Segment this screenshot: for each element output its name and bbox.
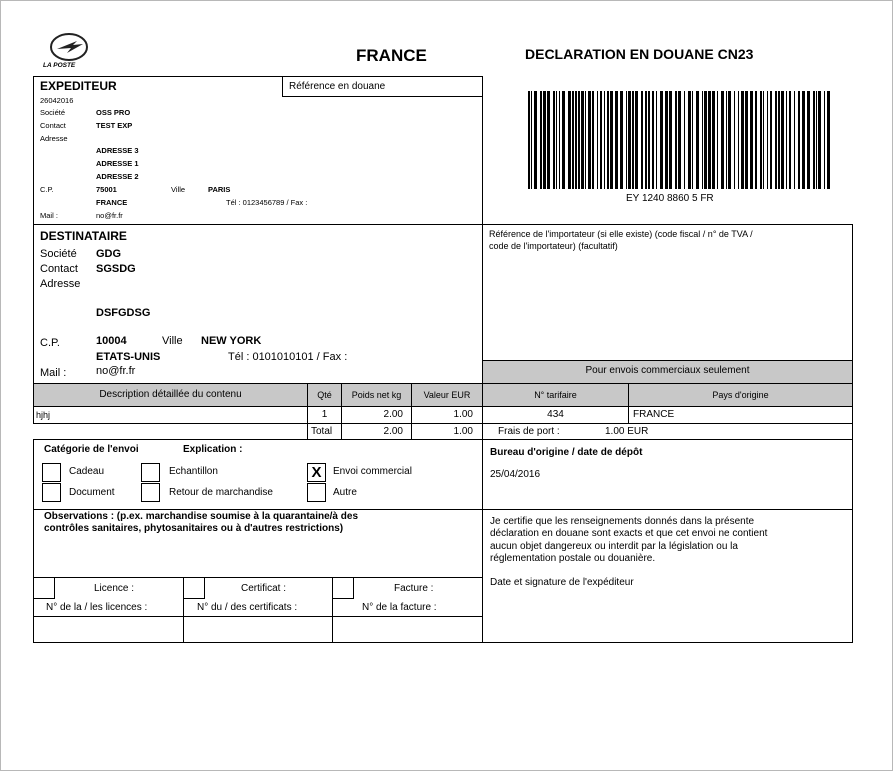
envoi-commercial-label: Envoi commercial [333, 466, 412, 477]
destinataire-societe-label: Société [40, 248, 77, 260]
row-tariff: 434 [547, 409, 564, 420]
retour-label: Retour de marchandise [169, 487, 273, 498]
row-origin: FRANCE [633, 409, 675, 420]
category-explanation: Explication : [183, 444, 243, 455]
facture-checkbox[interactable] [332, 577, 354, 599]
importateur-text-line1: Référence de l'importateur (si elle existe) (code fiscal / n° de TVA / [489, 229, 753, 239]
expediteur-societe-label: Société [40, 108, 66, 117]
expediteur-ville-label: Ville [171, 185, 186, 194]
echantillon-label: Echantillon [169, 466, 218, 477]
certificat-label: Certificat : [241, 583, 287, 594]
expediteur-adresse1: ADRESSE 1 [96, 159, 139, 168]
barcode-bar [592, 91, 594, 189]
barcode-bar [562, 91, 565, 189]
barcode-bar [786, 91, 787, 189]
destinataire-cp-label: C.P. [40, 337, 60, 349]
row-qty: 1 [321, 409, 328, 420]
barcode-bar [652, 91, 654, 189]
expediteur-title: EXPEDITEUR [40, 79, 117, 93]
barcode-bar [755, 91, 757, 189]
bureau-title: Bureau d'origine / date de dépôt [490, 447, 643, 458]
barcode-bar [620, 91, 623, 189]
barcode-bar [597, 91, 598, 189]
retour-checkbox[interactable] [141, 483, 160, 502]
barcode-bar [728, 91, 731, 189]
col-tariff: N° tarifaire [534, 390, 577, 400]
destinataire-cp: 10004 [96, 335, 127, 347]
barcode-bar [704, 91, 707, 189]
barcode-bar [721, 91, 724, 189]
licence-number-label: N° de la / les licences : [46, 602, 148, 613]
bureau-date: 25/04/2016 [490, 469, 541, 480]
form-title: DECLARATION EN DOUANE CN23 [525, 46, 754, 62]
expediteur-cp: 75001 [96, 185, 117, 194]
expediteur-adresse2: ADRESSE 2 [96, 172, 139, 181]
observations-line2: contrôles sanitaires, phytosanitaires ou à d'autres restrictions) [44, 523, 344, 534]
barcode-bar [818, 91, 821, 189]
barcode-bar [688, 91, 691, 189]
destinataire-adresse-label: Adresse [40, 278, 81, 290]
barcode-bar [816, 91, 817, 189]
barcode-bar [607, 91, 609, 189]
barcode-bar [578, 91, 580, 189]
category-title: Catégorie de l'envoi [44, 444, 139, 455]
autre-label: Autre [333, 487, 357, 498]
total-label: Total [311, 426, 333, 437]
expediteur-adresse3: ADRESSE 3 [96, 146, 139, 155]
barcode-bar [684, 91, 685, 189]
barcode-bar [628, 91, 631, 189]
facture-number-label: N° de la facture : [362, 602, 437, 613]
barcode-bar [789, 91, 791, 189]
expediteur-pays: FRANCE [96, 198, 128, 207]
barcode-bar [692, 91, 693, 189]
barcode-bar [534, 91, 537, 189]
barcode-bar [572, 91, 574, 189]
expediteur-contact: TEST EXP [96, 121, 133, 130]
expediteur-societe: OSS PRO [96, 108, 131, 117]
barcode-bar [600, 91, 602, 189]
certification-line3: aucun objet dangereux ou interdit par la législation ou la [490, 541, 738, 552]
barcode-bar [656, 91, 657, 189]
barcode-bar [632, 91, 634, 189]
barcode-bar [712, 91, 715, 189]
row-weight: 2.00 [383, 409, 403, 420]
barcode-bar [678, 91, 681, 189]
signature-label: Date et signature de l'expéditeur [490, 577, 634, 588]
customs-reference-label: Référence en douane [289, 81, 386, 92]
certification-line2: déclaration en douane sont exacts et que cet envoi ne contient [490, 528, 768, 539]
barcode-bar [775, 91, 777, 189]
barcode-bar [660, 91, 663, 189]
destinataire-ville-label: Ville [162, 335, 183, 347]
barcode-bar [726, 91, 727, 189]
licence-label: Licence : [94, 583, 135, 594]
la-poste-bird-icon [43, 33, 95, 63]
total-weight: 2.00 [383, 426, 403, 437]
barcode-bar [763, 91, 764, 189]
barcode-bar [604, 91, 605, 189]
barcode-bar [741, 91, 744, 189]
barcode-bar [669, 91, 672, 189]
expediteur-ville: PARIS [208, 185, 231, 194]
expediteur-mail: no@fr.fr [96, 211, 123, 220]
barcode-bar [717, 91, 718, 189]
barcode-bar [778, 91, 780, 189]
barcode-bar [556, 91, 557, 189]
echantillon-checkbox[interactable] [141, 463, 160, 482]
barcode-bar [559, 91, 560, 189]
barcode-bar [665, 91, 668, 189]
document-checkbox[interactable] [42, 483, 61, 502]
barcode-bar [802, 91, 805, 189]
destinataire-ville: NEW YORK [201, 335, 262, 347]
barcode-bar [798, 91, 800, 189]
barcode-bar [626, 91, 627, 189]
barcode-bar [645, 91, 647, 189]
barcode-bar [568, 91, 571, 189]
shipping-value: 1.00 EUR [605, 426, 649, 437]
barcode-bar [531, 91, 532, 189]
country-title: FRANCE [356, 46, 427, 65]
barcode-bar [794, 91, 795, 189]
row-description: hjhj [36, 410, 51, 420]
expediteur-tel: Tél : 0123456789 / Fax : [226, 198, 308, 207]
row-value: 1.00 [453, 409, 473, 420]
certification-line1: Je certifie que les renseignements donnés dans la présente [490, 516, 755, 527]
total-value: 1.00 [453, 426, 473, 437]
expediteur-date: 26042016 [40, 96, 74, 105]
barcode-bar [540, 91, 542, 189]
certificat-number-label: N° du / des certificats : [197, 602, 298, 613]
destinataire-pays: ETATS-UNIS [96, 351, 161, 363]
col-qty: Qté [317, 390, 332, 400]
check-mark-icon: X [311, 464, 322, 481]
barcode-bar [641, 91, 643, 189]
barcode-bar [750, 91, 753, 189]
barcode-bar [648, 91, 650, 189]
barcode-bar [543, 91, 546, 189]
shipping-label: Frais de port : [498, 426, 560, 437]
logo-text: LA POSTE [43, 62, 76, 69]
barcode-bar [760, 91, 762, 189]
expediteur-adresse-label: Adresse [40, 134, 68, 143]
destinataire-mail-label: Mail : [40, 367, 67, 379]
expediteur-contact-label: Contact [40, 121, 66, 130]
barcode-bar [588, 91, 591, 189]
col-weight: Poids net kg [351, 390, 402, 400]
importateur-text-line2: code de l'importateur) (facultatif) [489, 241, 618, 251]
barcode-bar [553, 91, 555, 189]
document-label: Document [69, 487, 115, 498]
barcode-bar [738, 91, 739, 189]
la-poste-logo [43, 33, 95, 71]
observations-line1: Observations : (p.ex. marchandise soumise à la quarantaine/à des [44, 511, 359, 522]
destinataire-contact-label: Contact [40, 263, 78, 275]
barcode-bar [528, 91, 530, 189]
col-origin: Pays d'origine [712, 390, 769, 400]
destinataire-societe: GDG [96, 248, 122, 260]
commercial-banner-label: Pour envois commerciaux seulement [585, 365, 750, 376]
barcode-bar [581, 91, 584, 189]
barcode-bar [635, 91, 638, 189]
barcode-bar [827, 91, 830, 189]
barcode-bar [813, 91, 815, 189]
barcode-number: EY 1240 8860 5 FR [626, 193, 714, 204]
licence-checkbox[interactable] [33, 577, 55, 599]
barcode [528, 91, 833, 189]
destinataire-adresse: DSFGDSG [96, 307, 151, 319]
cadeau-checkbox[interactable] [42, 463, 61, 482]
barcode-bar [807, 91, 810, 189]
barcode-bar [767, 91, 768, 189]
col-value: Valeur EUR [423, 390, 471, 400]
barcode-bar [675, 91, 677, 189]
barcode-bar [585, 91, 586, 189]
barcode-bar [781, 91, 784, 189]
destinataire-title: DESTINATAIRE [40, 229, 127, 243]
barcode-bar [734, 91, 735, 189]
barcode-bar [702, 91, 703, 189]
destinataire-contact: SGSDG [96, 263, 136, 275]
expediteur-cp-label: C.P. [40, 185, 54, 194]
certification-line4: réglementation postale ou douanière. [490, 553, 656, 564]
barcode-bar [770, 91, 772, 189]
barcode-bar [615, 91, 618, 189]
envoi-commercial-checkbox[interactable] [307, 463, 326, 482]
barcode-bar [575, 91, 577, 189]
expediteur-mail-label: Mail : [40, 211, 58, 220]
barcode-bar [745, 91, 748, 189]
destinataire-tel: Tél : 0101010101 / Fax : [228, 351, 348, 363]
certificat-checkbox[interactable] [183, 577, 205, 599]
facture-label: Facture : [394, 583, 434, 594]
barcode-bar [696, 91, 699, 189]
barcode-bar [824, 91, 825, 189]
barcode-bar [610, 91, 613, 189]
destinataire-mail: no@fr.fr [96, 365, 136, 377]
col-description: Description détaillée du contenu [99, 389, 242, 400]
barcode-bar [547, 91, 550, 189]
cadeau-label: Cadeau [69, 466, 105, 477]
autre-checkbox[interactable] [307, 483, 326, 502]
barcode-bar [708, 91, 711, 189]
